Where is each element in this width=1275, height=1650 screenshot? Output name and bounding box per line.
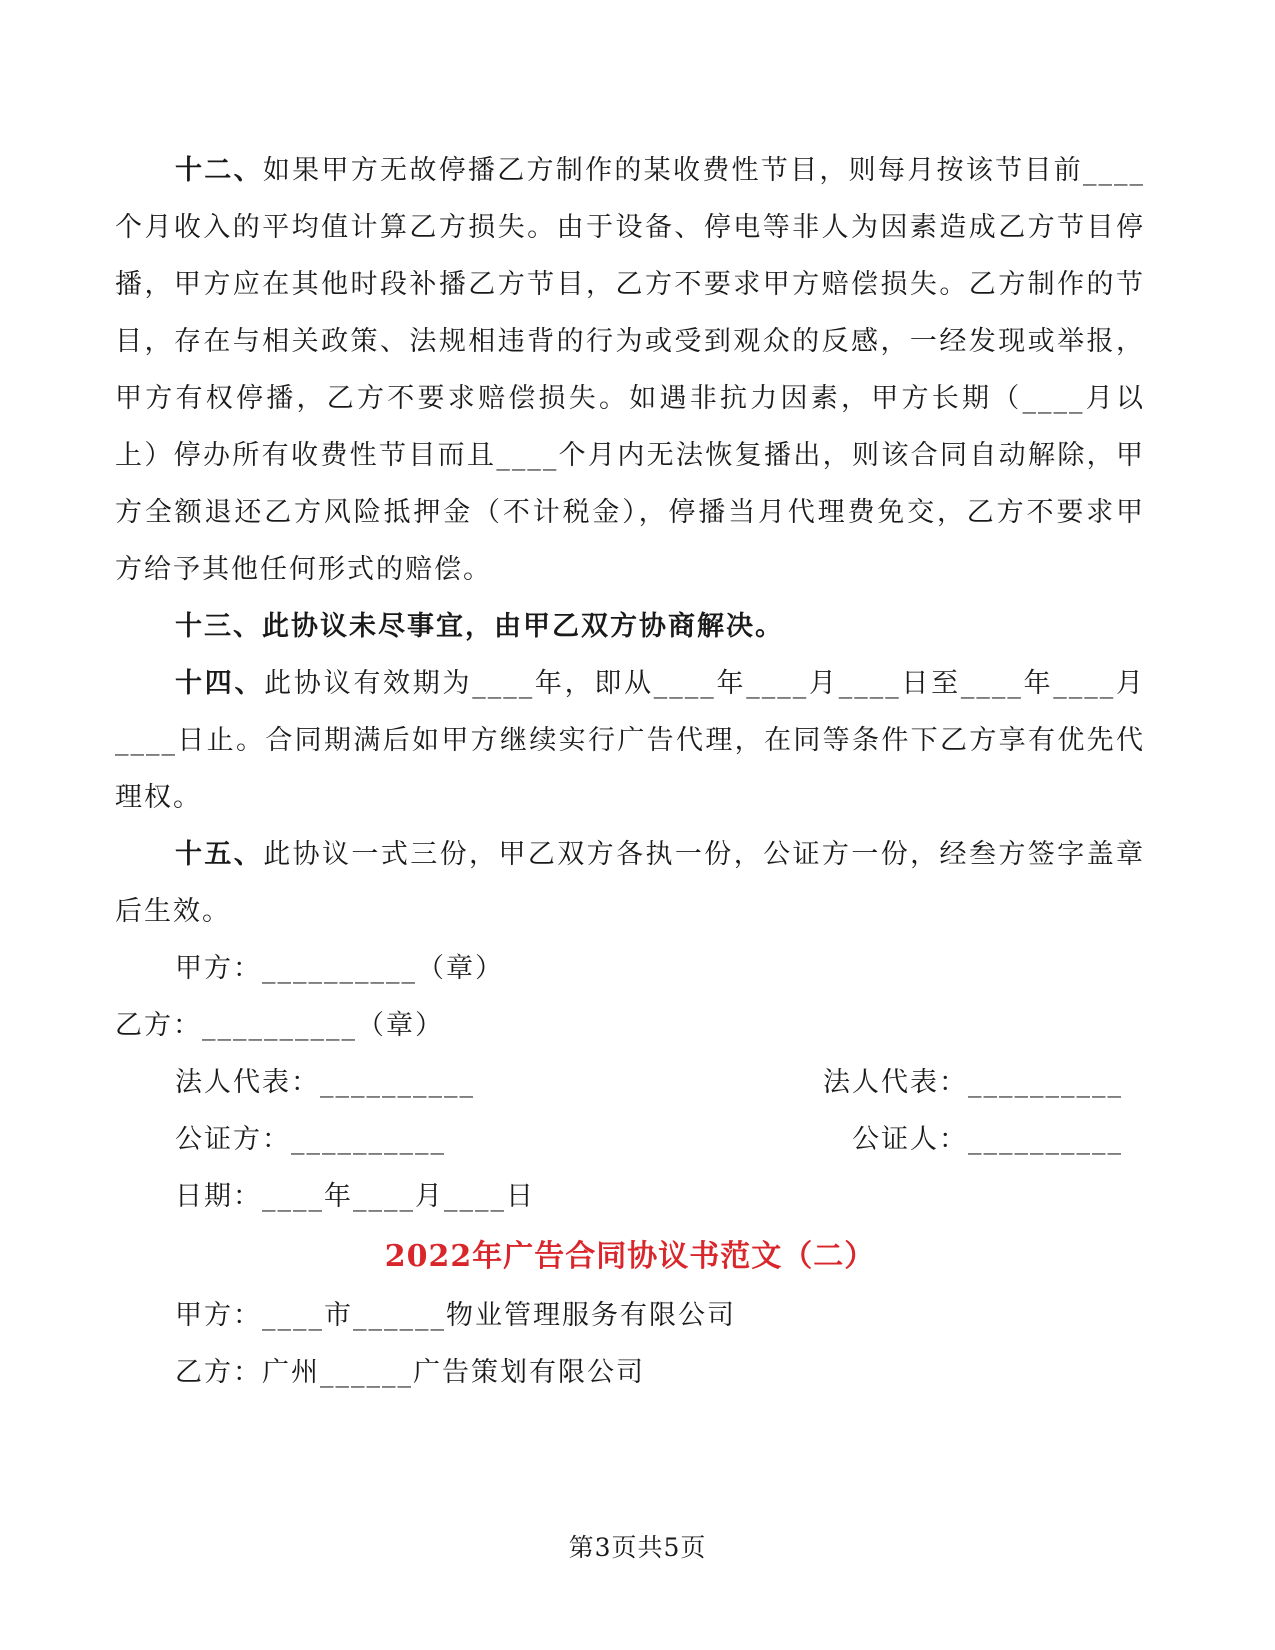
section-2-party-a: 甲方：____市______物业管理服务有限公司 [175,1300,736,1331]
clause-15 [115,826,1145,940]
date-row [115,1168,1145,1225]
section-2-title: 2022年广告合同协议书范文（二） [384,1239,876,1274]
clause-14-label: 十四、 [175,668,265,699]
clause-13: 十三、此协议未尽事宜，由甲乙双方协商解决。 [175,611,784,642]
clause-12-text: 如果甲方无故停播乙方制作的某收费性节目，则每月按该节目前____个月收入的平均值计算乙方损失。由于设备、停电等非人为因素造成乙方节目停播，甲方应在其他时段补播乙方节目，乙方不要求甲方赔偿损失。乙方制作的节目，存在与相关政策、法规相违背的行为或受到观众的反感，一经发现或举报，甲方有权停播，乙方不要求赔偿损失。如遇非抗力因素，甲方长期（____月以上）停办所有收费性节目而且____个月内无法恢复播出，则该合同自动解除，甲方全额退还乙方风险抵押金（不计税金），停播当月代理费免交，乙方不要求甲方给予其他任何形式的赔偿。 [115,155,1146,585]
legal-rep-row [115,1054,1145,1111]
clause-14-text: 此协议有效期为____年，即从____年____月____日至____年____月____日止。合同期满后如甲方继续实行广告代理，在同等条件下乙方享有优先代理权。 [115,668,1146,813]
signature-date: 日期：____年____月____日 [175,1181,535,1212]
section-2-party-b: 乙方：广州______广告策划有限公司 [175,1357,645,1388]
clause-15-text: 此协议一式三份，甲乙双方各执一份，公证方一份，经叁方签字盖章后生效。 [115,839,1145,927]
page-number: 第3页共5页 [568,1533,707,1562]
notary-row [115,1111,1145,1168]
notary-person: 公证人：__________ [852,1124,1123,1155]
clause-15-label: 十五、 [175,839,264,870]
legal-rep-right: 法人代表：__________ [823,1067,1123,1098]
clause-14 [115,655,1145,826]
section-2-party-a-row [115,1287,1145,1344]
legal-rep-left: 法人代表：__________ [175,1067,475,1098]
clause-12-label: 十二、 [175,155,263,186]
document-body [115,142,1145,1401]
clause-12 [115,142,1145,598]
signature-party-a-row [115,940,1145,997]
signature-party-a: 甲方：__________（章） [175,953,504,984]
section-2-party-b-row [115,1344,1145,1401]
signature-party-b-row [115,997,1145,1054]
signature-party-b: 乙方：__________（章） [115,1010,444,1041]
notary-party: 公证方：__________ [175,1124,446,1155]
